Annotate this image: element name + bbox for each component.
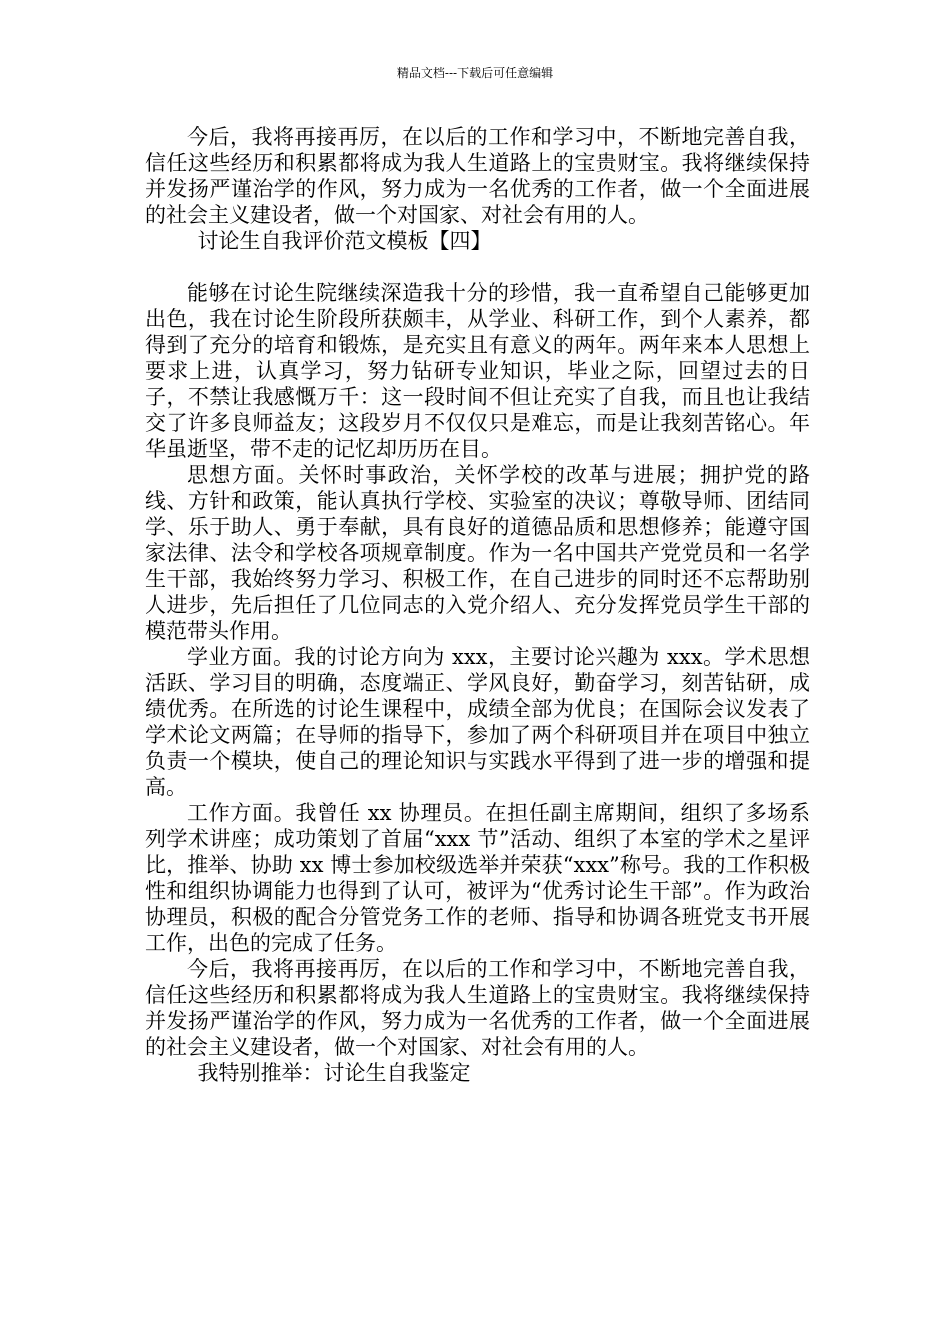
paragraph-work: 工作方面。我曾任 xx 协理员。在担任副主席期间，组织了多场系列学术讲座；成功策划了首届“xxx 节”活动、组织了本室的学术之星评比，推举、协助 xx 博士参加校级选举并荣获“xxx”称号。我的工作积极性和组织协调能力也得到了认可，被评为“优秀讨论生干部”。作为政治协理员，积极的配合分管党务工作的老师、指导和协调各班党支书开展工作，出色的完成了任务。 bbox=[145, 801, 810, 955]
paragraph-opening: 能够在讨论生院继续深造我十分的珍惜，我一直希望自己能够更加出色，我在讨论生阶段所获颇丰，从学业、科研工作，到个人素养，都得到了充分的培育和锻炼，是充实且有意义的两年。两年来本人思想上要求上进，认真学习，努力钻研专业知识，毕业之际，回望过去的日子，不禁让我感慨万千：这一段时间不但让充实了自我，而且也让我结交了许多良师益友；这段岁月不仅仅只是难忘，而是让我刻苦铭心。年华虽逝坚，带不走的记忆却历历在目。 bbox=[145, 281, 810, 461]
recommendation-line: 我特别推举：讨论生自我鉴定 bbox=[197, 1061, 471, 1085]
paragraph-intro-closing: 今后，我将再接再厉，在以后的工作和学习中，不断地完善自我，信任这些经历和积累都将成为我人生道路上的宝贵财宝。我将继续保持并发扬严谨治学的作风，努力成为一名优秀的工作者，做一个全面进展的社会主义建设者，做一个对国家、对社会有用的人。 bbox=[145, 125, 810, 227]
section-heading: 讨论生自我评价范文模板【四】 bbox=[197, 229, 492, 253]
paragraph-closing: 今后，我将再接再厉，在以后的工作和学习中，不断地完善自我，信任这些经历和积累都将成为我人生道路上的宝贵财宝。我将继续保持并发扬严谨治学的作风，努力成为一名优秀的工作者，做一个全面进展的社会主义建设者，做一个对国家、对社会有用的人。 bbox=[145, 957, 810, 1059]
document-body bbox=[145, 124, 810, 1086]
paragraph-ideology: 思想方面。关怀时事政治，关怀学校的改革与进展；拥护党的路线、方针和政策，能认真执行学校、实验室的决议；尊敬导师、团结同学、乐于助人、勇于奉献，具有良好的道德品质和思想修养；能遵守国家法律、法令和学校各项规章制度。作为一名中国共产党党员和一名学生干部，我始终努力学习、积极工作，在自己进步的同时还不忘帮助别人进步，先后担任了几位同志的入党介绍人、充分发挥党员学生干部的模范带头作用。 bbox=[145, 463, 810, 643]
blank-line bbox=[145, 254, 810, 280]
page-header: 精品文档---下载后可任意编辑 bbox=[396, 66, 554, 80]
paragraph-academics: 学业方面。我的讨论方向为 xxx，主要讨论兴趣为 xxx。学术思想活跃、学习目的明确，态度端正、学风良好，勤奋学习，刻苦钻研，成绩优秀。在所选的讨论生课程中，成绩全部为优良；在国际会议发表了学术论文两篇；在导师的指导下，参加了两个科研项目并在项目中独立负责一个模块，使自己的理论知识与实践水平得到了进一步的增强和提高。 bbox=[145, 645, 810, 799]
